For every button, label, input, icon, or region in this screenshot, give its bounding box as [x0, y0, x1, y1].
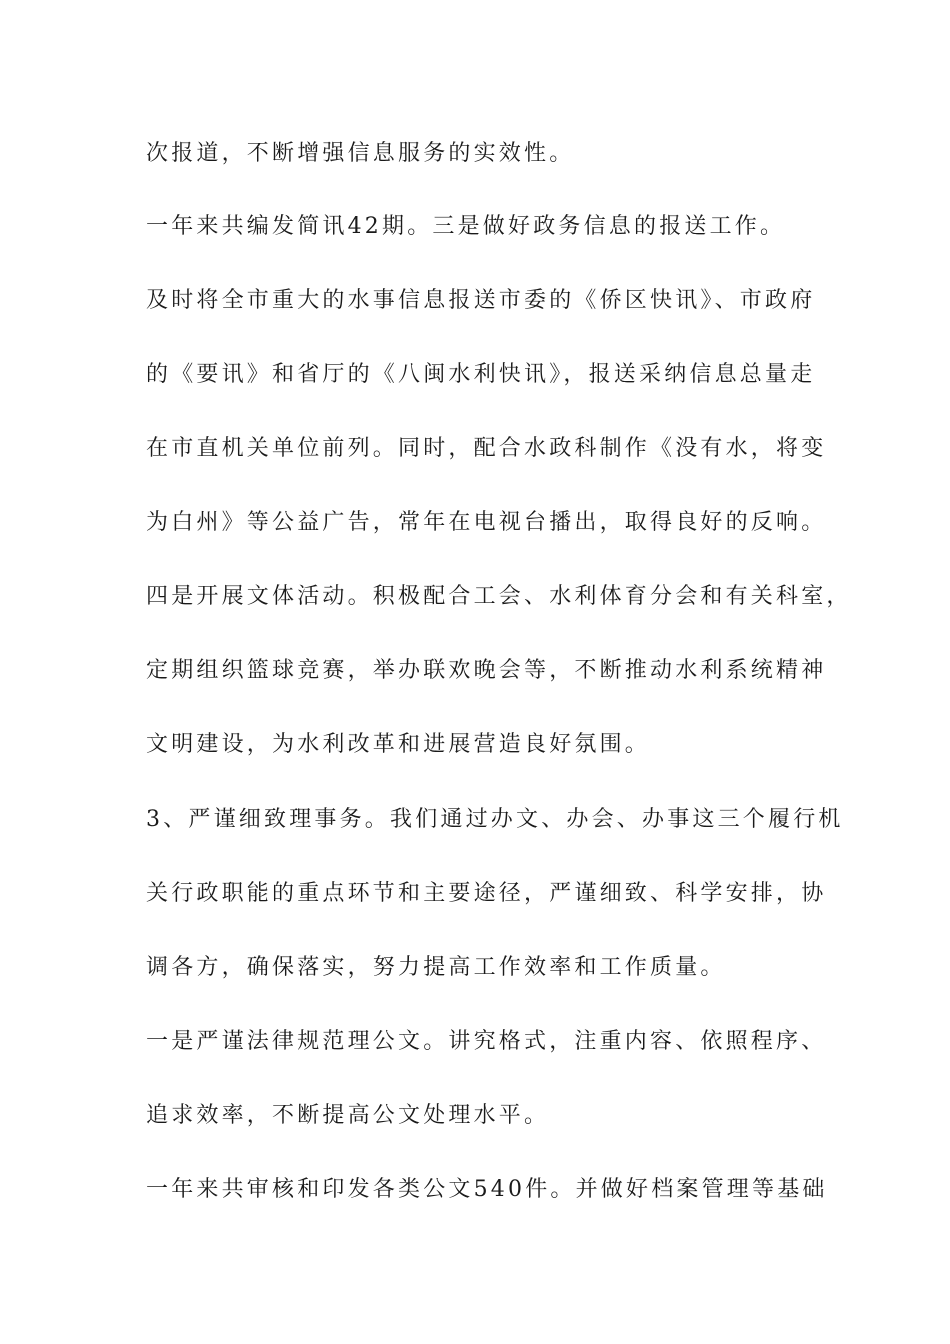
text-line: 文明建设，为水利改革和进展营造良好氛围。 — [146, 732, 651, 757]
text-line: 追求效率，不断提高公文处理水平。 — [146, 1103, 550, 1128]
text-line: 定期组织篮球竞赛，举办联欢晚会等，不断推动水利系统精神 — [146, 658, 827, 683]
text-line: 一是严谨法律规范理公文。讲究格式，注重内容、依照程序、 — [146, 1029, 827, 1054]
text-line: 次报道，不断增强信息服务的实效性。 — [146, 141, 575, 166]
text-line: 及时将全市重大的水事信息报送市委的《侨区快讯》、市政府 — [146, 288, 816, 313]
text-line: 一年来共审核和印发各类公文540件。并做好档案管理等基础 — [146, 1177, 828, 1202]
text-line: 一年来共编发简讯42期。三是做好政务信息的报送工作。 — [146, 214, 786, 239]
text-line: 调各方，确保落实，努力提高工作效率和工作质量。 — [146, 955, 726, 980]
text-line: 四是开展文体活动。积极配合工会、水利体育分会和有关科室， — [146, 584, 852, 609]
text-line: 3、严谨细致理事务。我们通过办文、办会、办事这三个履行机 — [146, 807, 844, 832]
text-line: 关行政职能的重点环节和主要途径，严谨细致、科学安排，协 — [146, 881, 827, 906]
text-line: 为白州》等公益广告，常年在电视台播出，取得良好的反响。 — [146, 510, 827, 535]
text-line: 在市直机关单位前列。同时，配合水政科制作《没有水，将变 — [146, 436, 827, 461]
text-line: 的《要讯》和省厅的《八闽水利快讯》，报送采纳信息总量走 — [146, 362, 816, 387]
